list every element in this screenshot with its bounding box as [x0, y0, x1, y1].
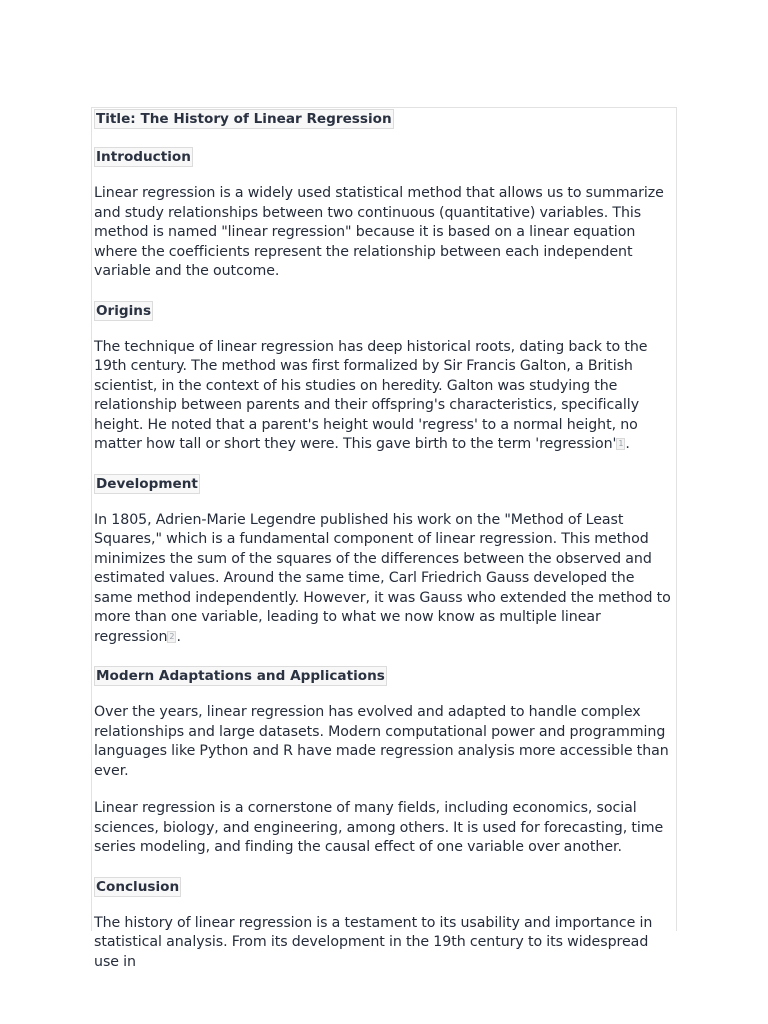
- footnote-ref-2[interactable]: 2: [169, 631, 175, 641]
- development-text-end: .: [176, 628, 181, 645]
- conclusion-paragraph: The history of linear regression is a testament to its usability and importance in statistical analysis. From its development in the 19th century to its widespread use in: [94, 914, 653, 970]
- modern-heading-wrap: [94, 665, 676, 685]
- development-text: In 1805, Adrien-Marie Legendre published his work on the "Method of Least Squares," which is a fundamental component of linear regression. This method minimizes the sum of the squares of the differences between the observed and estimated values. Around the same time, Carl Friedrich Gauss developed the same method independently. However, it was Gauss who extended the method to more than one variable, leading to what we now know as multiple linear regression: [94, 511, 671, 645]
- origins-heading-wrap: [94, 300, 676, 320]
- development-paragraph: [94, 511, 676, 648]
- section-heading-origins: Origins: [96, 302, 152, 319]
- section-heading-development: Development: [96, 475, 198, 492]
- section-heading-introduction: Introduction: [96, 149, 191, 165]
- section-heading-conclusion: Conclusion: [96, 878, 180, 895]
- title-wrap: [94, 108, 676, 128]
- origins-paragraph: [94, 338, 676, 455]
- modern-paragraph-1: Over the years, linear regression has evolved and adapted to handle complex relationships and large datasets. Modern computational power and programming languages like Python and R have made regression analysis more accessible than ever.: [94, 704, 669, 779]
- origins-text-end: .: [625, 436, 630, 452]
- introduction-heading-wrap: [94, 146, 676, 166]
- conclusion-heading-wrap: [94, 876, 676, 896]
- development-heading-wrap: [94, 473, 676, 493]
- origins-text: The technique of linear regression has deep historical roots, dating back to the 19th century. The method was first formalized by Sir Francis Galton, a British scientist, in the context of his studies on heredity. Galton was studying the relationship between parents and their offspring's characteristics, specifically height. He noted that a parent's height would 'regress' to a normal height, no matter how tall or short they were. This gave birth to the term 'regression': [94, 338, 648, 452]
- modern-paragraph-2: Linear regression is a cornerstone of many fields, including economics, social sciences, biology, and engineering, among others. It is used for forecasting, time series modeling, and finding the causal effect of one variable over another.: [94, 800, 664, 855]
- introduction-paragraph: Linear regression is a widely used statistical method that allows us to summarize and study relationships between two continuous (quantitative) variables. This method is named "linear regression" because it is based on a linear equation where the coefficients represent the relationship between each independent variable and the outcome.: [94, 185, 664, 279]
- section-heading-modern: Modern Adaptations and Applications: [96, 668, 385, 684]
- footnote-ref-1[interactable]: 1: [618, 439, 624, 448]
- document-title: Title: The History of Linear Regression: [96, 111, 392, 127]
- document-body: [91, 107, 677, 970]
